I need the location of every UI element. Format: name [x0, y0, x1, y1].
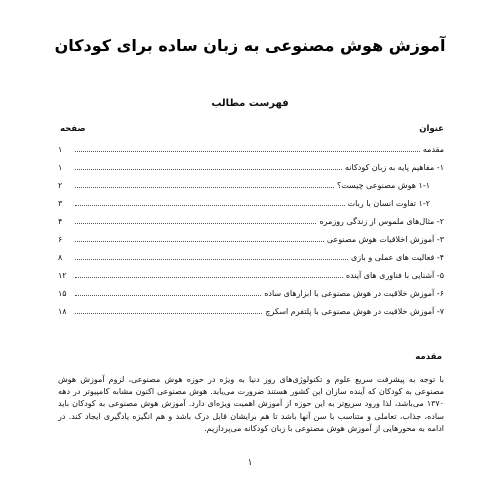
toc-entry-label: ۱- مفاهیم پایه به زبان کودکانه	[345, 163, 444, 172]
intro-heading: مقدمه	[415, 352, 442, 362]
toc-leader-dots	[75, 312, 262, 314]
page-number: ۱	[247, 458, 253, 468]
toc-entry[interactable]	[58, 232, 444, 244]
toc-leader-dots	[75, 276, 343, 278]
toc-entry-page: ۱۲	[58, 271, 67, 280]
toc-entry-page: ۱۸	[58, 307, 67, 316]
toc-entry[interactable]	[58, 268, 444, 280]
toc-entry[interactable]	[58, 160, 444, 172]
toc-entry-page: ۳	[58, 199, 63, 208]
toc-entry-label: ۲- مثال‌های ملموس از زندگی روزمره	[319, 217, 444, 226]
toc-entry-page: ۲	[58, 181, 63, 190]
toc-heading: فهرست مطالب	[211, 98, 289, 109]
table-of-contents	[58, 142, 444, 316]
toc-entry-page: ۱	[58, 145, 63, 154]
toc-column-page: صفحه	[60, 124, 86, 134]
toc-entry[interactable]	[58, 196, 444, 208]
toc-entry-label: ۱-۲ تفاوت انسان با ربات	[347, 199, 430, 208]
toc-entry-label: ۳- آموزش اخلاقیات هوش مصنوعی	[326, 235, 444, 244]
toc-entry[interactable]	[58, 286, 444, 298]
toc-leader-dots	[75, 168, 342, 170]
toc-leader-dots	[75, 204, 345, 206]
toc-entry-page: ۸	[58, 253, 63, 262]
toc-entry[interactable]	[58, 304, 444, 316]
toc-leader-dots	[75, 240, 324, 242]
intro-paragraph: با توجه به پیشرفت سریع علوم و تکنولوژی‌های روز دنیا به ویژه در حوزه هوش مصنوعی، لزوم آموزش هوش مصنوعی به کودکان که آینده سازان این کشور هستند ضرورت می‌یابد. هوش مصنوعی اکنون مشابه کامپیوتر در دهه ۱۳۷۰ می‌باشد، لذا ورود سریع‌تر به این حوزه از آموزش اهمیت ویژه‌ای دارد. آموزش هوش مصنوعی به کودکان باید ساده، جذاب، تعاملی و متناسب با سن آنها باشد تا هم برایشان قابل درک باشد و هم انگیزه یادگیری ایجاد کند. در ادامه به محورهایی از آموزش هوش مصنوعی با زبان کودکانه می‌پردازیم.	[58, 375, 444, 433]
toc-entry-label: ۷- آموزش خلاقیت در هوش مصنوعی با پلتفرم اسکرچ	[265, 307, 444, 316]
toc-leader-dots	[75, 150, 420, 152]
toc-entry-page: ۱	[58, 163, 63, 172]
toc-leader-dots	[75, 186, 334, 188]
toc-entry-page: ۶	[58, 235, 63, 244]
toc-entry-page: ۱۵	[58, 289, 67, 298]
toc-entry[interactable]	[58, 142, 444, 154]
toc-entry-label: ۴- فعالیت های عملی و بازی	[350, 253, 444, 262]
toc-leader-dots	[75, 294, 261, 296]
toc-entry[interactable]	[58, 214, 444, 226]
toc-leader-dots	[75, 258, 348, 260]
document-title: آموزش هوش مصنوعی به زبان ساده برای کودکان	[54, 36, 446, 55]
toc-entry[interactable]	[58, 178, 444, 190]
toc-leader-dots	[75, 222, 316, 224]
toc-entry-label: ۵- آشنایی با فناوری های آینده	[345, 271, 444, 280]
toc-entry[interactable]	[58, 250, 444, 262]
toc-entry-label: ۱-۱ هوش مصنوعی چیست؟	[336, 181, 430, 190]
toc-entry-label: ۶- آموزش خلاقیت در هوش مصنوعی با ابزارهای ساده	[264, 289, 444, 298]
toc-entry-label: مقدمه	[422, 145, 444, 154]
toc-entry-page: ۴	[58, 217, 63, 226]
toc-column-title: عنوان	[419, 124, 444, 134]
